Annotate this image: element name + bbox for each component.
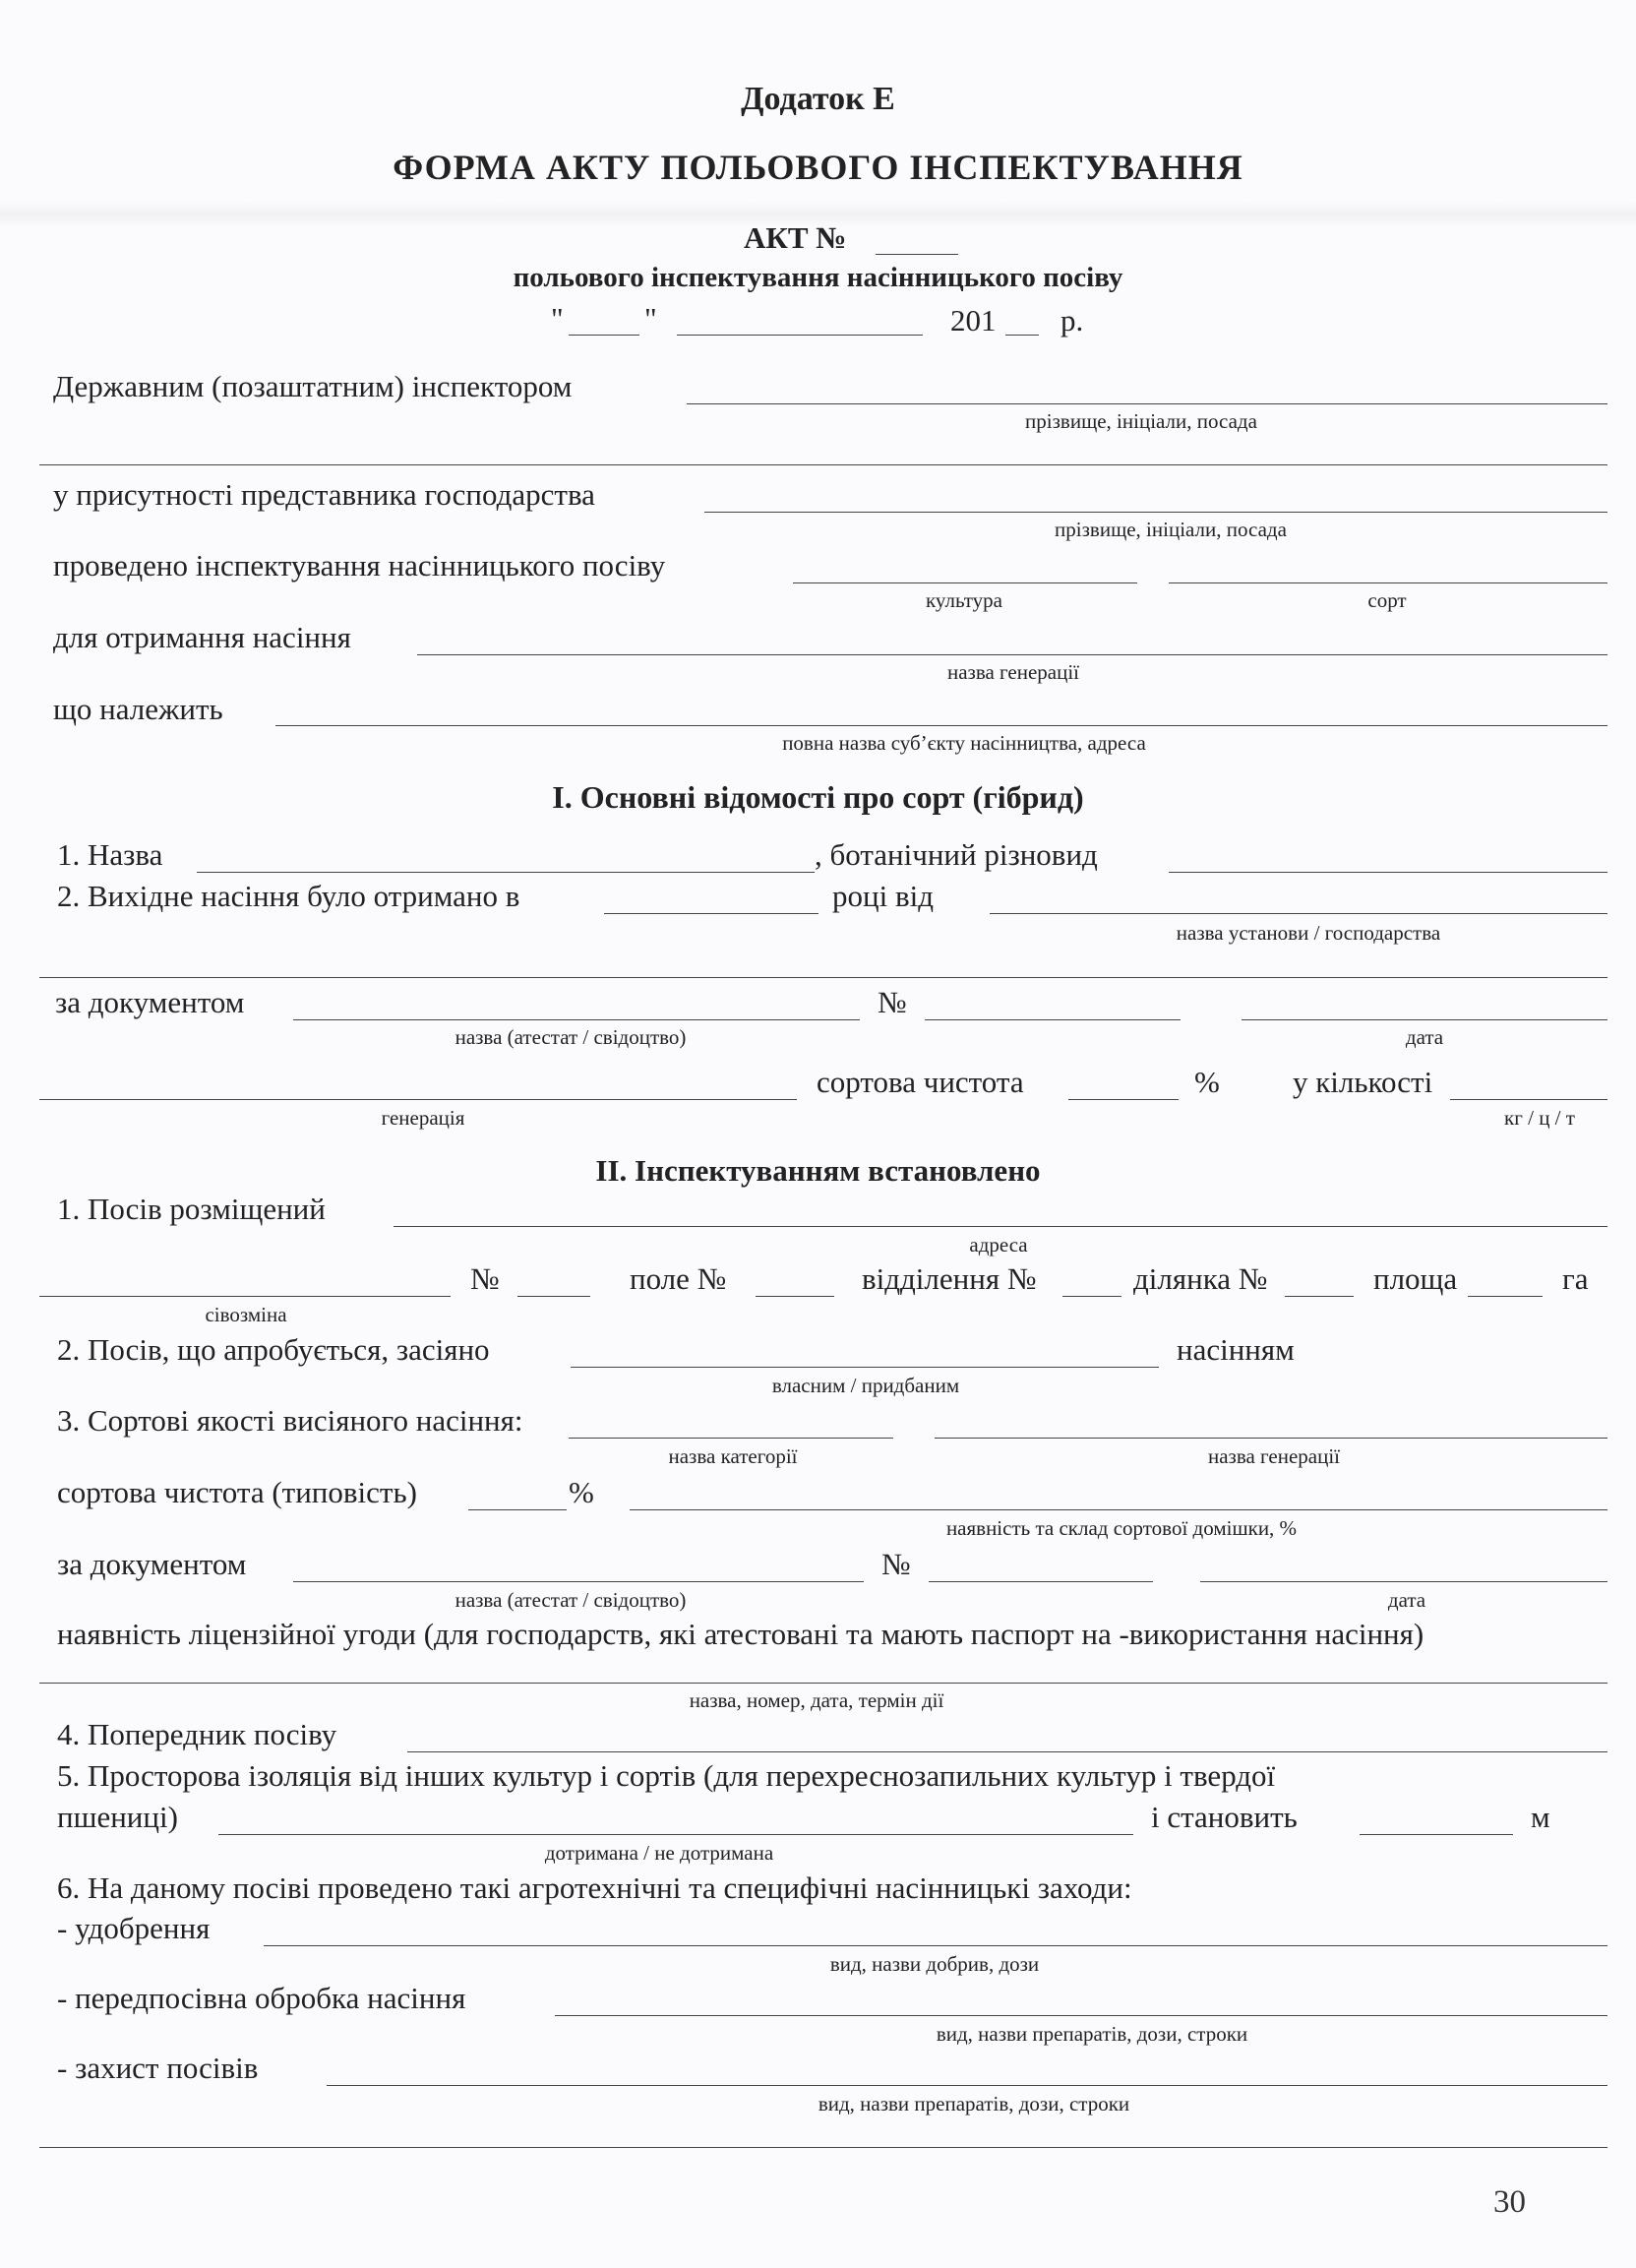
license-field[interactable] bbox=[39, 1683, 1607, 1684]
seed-year-field[interactable] bbox=[604, 913, 818, 914]
presowing-label: - передпосівна обробка насіння bbox=[57, 1981, 466, 2015]
purity-field[interactable] bbox=[1068, 1099, 1179, 1100]
presowing-field[interactable] bbox=[555, 2015, 1607, 2016]
protection-field-cont[interactable] bbox=[39, 2147, 1607, 2148]
isolation-meters-label: м bbox=[1531, 1800, 1550, 1834]
plot-field[interactable] bbox=[1285, 1296, 1354, 1297]
predecessor-field[interactable] bbox=[407, 1751, 1607, 1752]
fertilization-label: - удобрення bbox=[57, 1911, 211, 1945]
rotation-number-field[interactable] bbox=[517, 1296, 590, 1297]
rotation-number-label: № bbox=[470, 1261, 500, 1296]
protection-caption: вид, назви препаратів, дози, строки bbox=[818, 2092, 1130, 2115]
quantity-label: у кількості bbox=[1293, 1065, 1433, 1099]
placed-field[interactable] bbox=[394, 1226, 1607, 1227]
document-caption: назва (атестат / свідоцтво) bbox=[454, 1025, 687, 1049]
own-caption: власним / придбаним bbox=[771, 1374, 960, 1397]
category-field[interactable] bbox=[569, 1438, 893, 1439]
document-number-field[interactable] bbox=[925, 1019, 1181, 1020]
area-field[interactable] bbox=[1468, 1296, 1543, 1297]
inspector-field-cont[interactable] bbox=[39, 464, 1607, 465]
purity-label: сортова чистота bbox=[817, 1065, 1024, 1099]
document-date-field[interactable] bbox=[1242, 1019, 1607, 1020]
quantity-field[interactable] bbox=[1450, 1099, 1607, 1100]
qualities-doc-field[interactable] bbox=[293, 1581, 864, 1582]
placed-label: 1. Посів розміщений bbox=[57, 1192, 326, 1226]
variety-caption: сорт bbox=[1367, 588, 1407, 612]
qualities-doc-label: за документом bbox=[57, 1547, 247, 1581]
qualities-generation-field[interactable] bbox=[935, 1438, 1607, 1439]
inspector-label: Державним (позаштатним) інспектором bbox=[53, 369, 573, 403]
crop-field[interactable] bbox=[793, 582, 1137, 583]
institution-caption: назва установи / господарства bbox=[1176, 921, 1441, 945]
date-year-suffix: р. bbox=[1060, 303, 1084, 337]
conducted-label: проведено інспектування насінницького посіву bbox=[53, 548, 666, 582]
predecessor-label: 4. Попередник посіву bbox=[57, 1717, 337, 1751]
variety-name-field[interactable] bbox=[197, 872, 815, 873]
plot-label: ділянка № bbox=[1133, 1261, 1268, 1296]
section-1-heading: I. Основні відомості про сорт (гібрид) bbox=[552, 779, 1084, 815]
generation-field[interactable] bbox=[417, 654, 1607, 655]
presence-label: у присутності представника господарства bbox=[53, 477, 595, 512]
division-label: відділення № bbox=[862, 1261, 1037, 1296]
seed-from-label: 2. Вихідне насіння було отримано в bbox=[57, 879, 520, 913]
date-month-field[interactable] bbox=[677, 335, 923, 336]
document-number-label: № bbox=[878, 985, 907, 1019]
institution-field-cont[interactable] bbox=[39, 977, 1607, 978]
category-caption: назва категорії bbox=[668, 1444, 798, 1468]
date-day-field[interactable] bbox=[569, 335, 639, 336]
presowing-caption: вид, назви препаратів, дози, строки bbox=[936, 2022, 1248, 2046]
form-title: ФОРМА АКТУ ПОЛЬОВОГО ІНСПЕКТУВАННЯ bbox=[393, 148, 1243, 187]
seed-generation-field[interactable] bbox=[39, 1099, 797, 1100]
typicality-percent: % bbox=[569, 1475, 594, 1509]
protection-field[interactable] bbox=[327, 2085, 1607, 2086]
division-field[interactable] bbox=[1062, 1296, 1121, 1297]
section-2-heading: II. Інспектуванням встановлено bbox=[595, 1153, 1041, 1188]
botanical-label: , ботанічний різновид bbox=[815, 837, 1098, 872]
act-number-label: АКТ № bbox=[744, 220, 847, 255]
act-subtitle: польового інспектування насінницького посіву bbox=[513, 262, 1123, 293]
sown-label: 2. Посів, що апробується, засіяно bbox=[57, 1332, 490, 1367]
license-label: наявність ліцензійної угоди (для господарств, які атестовані та мають паспорт на -використання насіння) bbox=[57, 1617, 1424, 1651]
owner-field[interactable] bbox=[275, 725, 1607, 726]
inspector-caption: прізвище, ініціали, посада bbox=[1025, 409, 1257, 433]
protection-label: - захист посівів bbox=[57, 2051, 259, 2085]
typicality-field[interactable] bbox=[468, 1509, 567, 1510]
generation-caption: назва генерації bbox=[946, 660, 1079, 684]
date-year-field[interactable] bbox=[1005, 335, 1039, 336]
measures-label: 6. На даному посіві проведено такі агротехнічні та специфічні насінницькі заходи: bbox=[57, 1870, 1132, 1905]
variety-field[interactable] bbox=[1169, 582, 1607, 583]
seed-year-label: році від bbox=[832, 879, 934, 913]
qualities-doc-date-caption: дата bbox=[1387, 1588, 1426, 1612]
variety-name-label: 1. Назва bbox=[57, 837, 163, 872]
inspector-field[interactable] bbox=[687, 403, 1607, 404]
isolation-label: 5. Просторова ізоляція від інших культур і сортів (для перехреснозапильних культур і твердої bbox=[57, 1758, 1276, 1793]
page-number: 30 bbox=[1493, 2184, 1526, 2220]
botanical-field[interactable] bbox=[1169, 872, 1607, 873]
admixture-caption: наявність та склад сортової домішки, % bbox=[945, 1516, 1298, 1540]
document-date-caption: дата bbox=[1405, 1025, 1444, 1049]
appendix-label: Додаток Е bbox=[741, 81, 895, 117]
isolation-amount-label: і становить bbox=[1151, 1800, 1298, 1834]
seed-generation-caption: генерація bbox=[381, 1106, 465, 1130]
field-number-label: поле № bbox=[630, 1261, 727, 1296]
rotation-caption: сівозміна bbox=[205, 1303, 287, 1326]
presence-caption: прізвище, ініціали, посада bbox=[1055, 518, 1287, 541]
admixture-field[interactable] bbox=[630, 1509, 1607, 1510]
purity-percent: % bbox=[1194, 1065, 1220, 1099]
qualities-doc-date-field[interactable] bbox=[1200, 1581, 1607, 1582]
field-number-field[interactable] bbox=[756, 1296, 834, 1297]
rotation-field[interactable] bbox=[39, 1296, 451, 1297]
owner-caption: повна назва суб’єкту насінництва, адреса bbox=[782, 731, 1146, 755]
qualities-doc-caption: назва (атестат / свідоцтво) bbox=[454, 1588, 687, 1612]
by-document-label: за документом bbox=[55, 985, 245, 1019]
date-quote-open: " bbox=[551, 301, 564, 336]
isolation-distance-field[interactable] bbox=[1360, 1834, 1513, 1835]
date-quote-close: " bbox=[644, 301, 657, 336]
qualities-doc-number-label: № bbox=[881, 1547, 911, 1581]
sown-field[interactable] bbox=[571, 1367, 1159, 1368]
typicality-label: сортова чистота (типовість) bbox=[57, 1475, 417, 1509]
hectare-label: га bbox=[1562, 1261, 1589, 1296]
quantity-units-caption: кг / ц / т bbox=[1504, 1106, 1575, 1130]
qualities-generation-caption: назва генерації bbox=[1207, 1444, 1340, 1468]
area-label: площа bbox=[1373, 1261, 1458, 1296]
license-caption: назва, номер, дата, термін дії bbox=[689, 1688, 944, 1712]
address-caption: адреса bbox=[969, 1233, 1028, 1257]
isolation-caption: дотримана / не дотримана bbox=[544, 1841, 774, 1865]
owner-label: що належить bbox=[53, 692, 223, 726]
presence-field[interactable] bbox=[704, 512, 1607, 513]
qualities-doc-number-field[interactable] bbox=[929, 1581, 1153, 1582]
purpose-label: для отримання насіння bbox=[53, 620, 351, 654]
act-number-field[interactable] bbox=[876, 254, 958, 255]
fertilization-field[interactable] bbox=[264, 1945, 1607, 1946]
qualities-label: 3. Сортові якості висіяного насіння: bbox=[57, 1403, 523, 1438]
document-field[interactable] bbox=[293, 1019, 860, 1020]
seeds-label: насінням bbox=[1177, 1332, 1295, 1367]
crop-caption: культура bbox=[926, 588, 1002, 612]
isolation-wheat-label: пшениці) bbox=[57, 1800, 178, 1834]
date-year-label: 201 bbox=[950, 303, 997, 337]
isolation-field[interactable] bbox=[218, 1834, 1133, 1835]
fertilization-caption: вид, назви добрив, дози bbox=[829, 1952, 1040, 1976]
institution-field[interactable] bbox=[990, 913, 1607, 914]
